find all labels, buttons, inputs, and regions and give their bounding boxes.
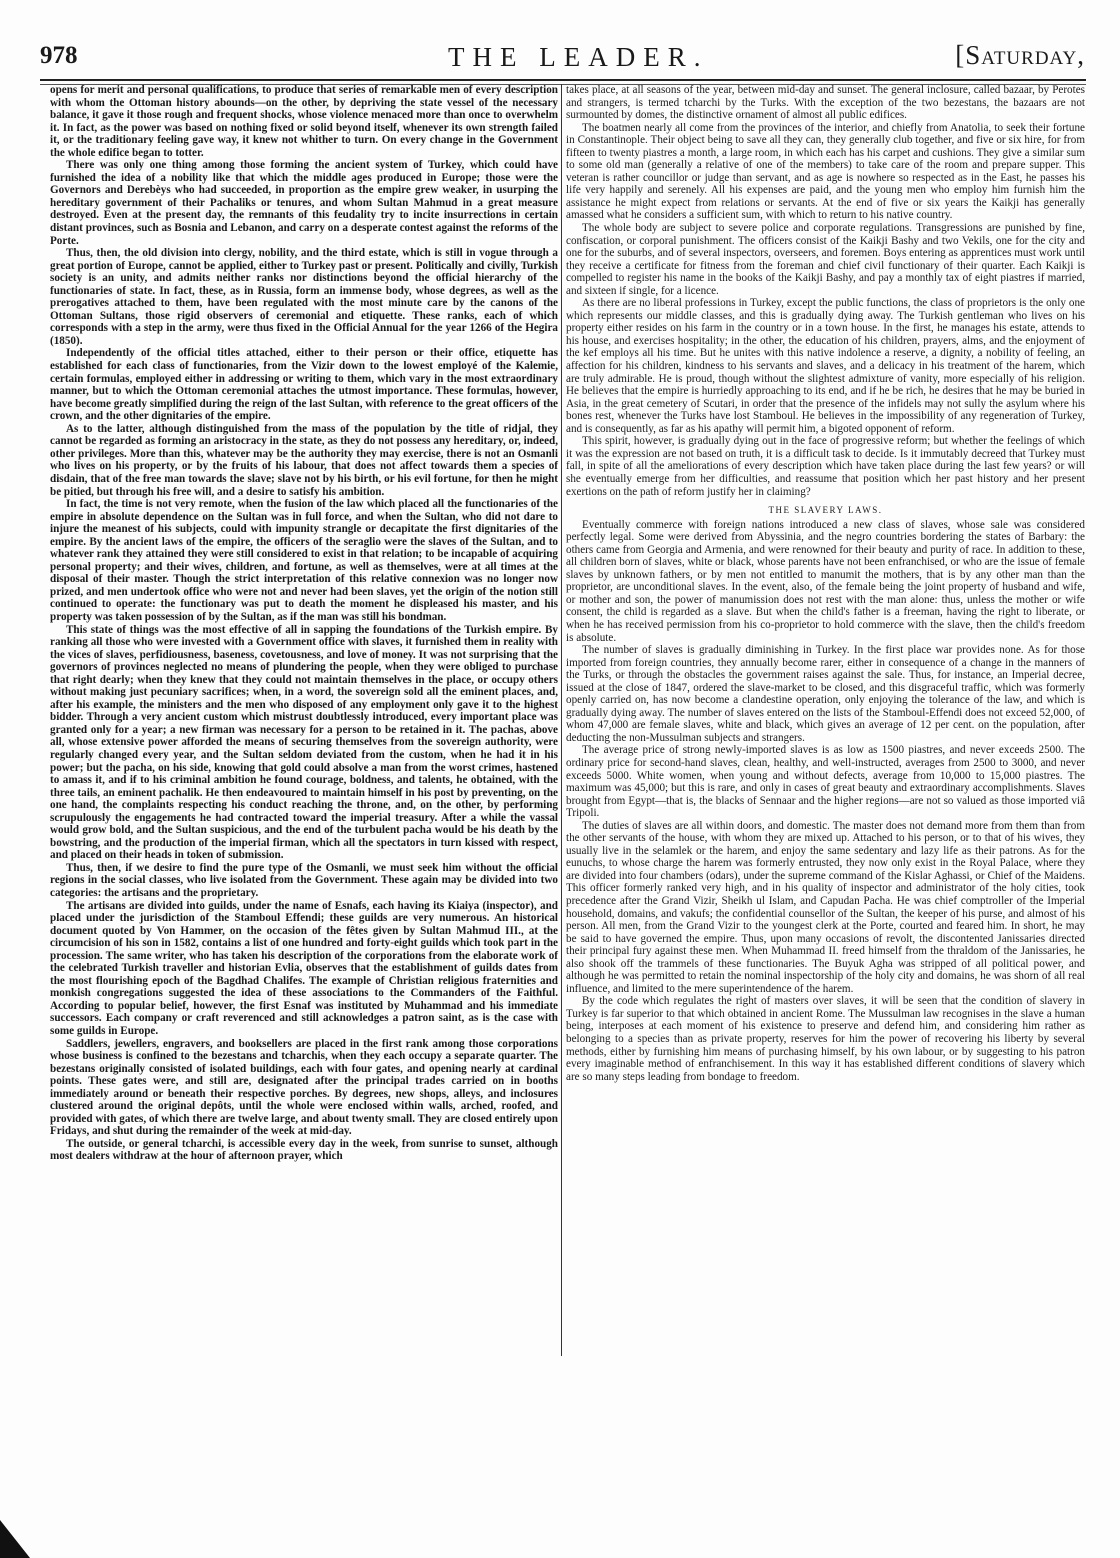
paragraph: As to the latter, although distinguished from the mass of the population by the title of ridjal, they cannot be regarded as forming an aristocracy in the state, as they do not possess any hereditary, or, indeed, other privileges. More than this, whatever may be the authority they may exercise, there is not an Osmanli who lives on his property, or by the fruits of his labour, that does not affect towards them a species of disdain, that of the free man towards the slave; slave not by his birth, or his evil fortune, for then he might be pitied, but through his free will, and a desire to satisfy his ambition.: [50, 422, 558, 498]
paragraph: Eventually commerce with foreign nations introduced a new class of slaves, whose sale was considered perfectly legal. Some were derived from Abyssinia, and the negro countries bordering the states of Barbary: the others came from Georgia and Armenia, and were renowned for their beauty and purity of race. In addition to these, all children born of slaves, white or black, whose parents have not been enfranchised, or who are the issue of female slaves by unknown fathers, or by men not entitled to manumit the mothers, that is by any other man than the proprietor, are unconditional slaves. In the event, also, of the female being the joint property of husband and wife, or mother and son, the power of manumission does not rest with the man alone: thus, unless the mother or wife consent, the child is regarded as a slave. But when the child's father is a freeman, having the right to liberate, or when he has received permission from his co-proprietor to hold commerce with the slave, then the child's freedom is absolute.: [566, 518, 1085, 644]
paragraph: The average price of strong newly-imported slaves is as low as 1500 piastres, and never exceeds 2500. The ordinary price for second-hand slaves, clean, healthy, and well-instructed, averages from 2500 to 3000, and never exceeds 5000. White women, when young and without defects, average from 10,000 to 15,000 piastres. The maximum was 45,000; but this is rare, and only in cases of great beauty and extraordinary accomplishments. Slaves brought from Egypt—that is, the blacks of Sennaar and the higher regions—are not so valued as those imported viâ Tripoli.: [566, 744, 1085, 820]
paragraph: The number of slaves is gradually diminishing in Turkey. In the first place war provides none. As for those imported from foreign countries, they annually become rarer, either in consequence of a change in the manners of the Turks, or through the obstacles the government raises against the sale. Thus, for instance, an Imperial decree, issued at the close of 1847, ordered the slave-market to be closed, and this disgraceful traffic, which was formerly openly carried on, has now become a clandestine operation, only enjoying the tolerance of the law, and which is gradually dying away. The number of slaves entered on the lists of the Stamboul-Effendi does not exceed 52,000, of whom 47,000 are female slaves, white and black, which gives an average of 12 per cent. on the population, after deducting the non-Mussulman subjects and strangers.: [566, 644, 1085, 744]
paragraph: The boatmen nearly all come from the provinces of the interior, and chiefly from Anatolia, to seek their fortune in Constantinople. Their object being to save all they can, they generally club together, and five or six hire, for from fifteen to twenty piastres a month, a large room, in which each has his carpet and cushions. They give a similar sum to some old man (generally a relative of one of the members) to take care of the room and prepare supper. This veteran is rather councillor or judge than servant, and as age is nowhere so respected as in the East, he passes his life very happily and serenely. All his expenses are paid, and the young men who employ him furnish him the assistance he might expect from relations or servants. At the end of five or six years the Kaikji has generally amassed what he considers a sufficient sum, with which to return to his native country.: [566, 121, 1085, 222]
paragraph: Thus, then, the old division into clergy, nobility, and the third estate, which is still in vogue through a great portion of Europe, cannot be applied, either to Turkey past or present. Politically and civilly, Turkish society is an unity, and admits neither ranks nor distinctions beyond the official hierarchy of the functionaries of state. In fact, these, as in Russia, form an immense body, whose degrees, as well as the prerogatives attached to them, have been regulated with the most minute care by the canons of the Ottoman Sultans, those rigid observers of ceremonial and etiquette. These ranks, each of which corresponds with a step in the army, were thus fixed in the Official Annual for the year 1266 of the Hegira (1850).: [50, 247, 558, 347]
paragraph: The artisans are divided into guilds, under the name of Esnafs, each having its Kiaiya (inspector), and placed under the jurisdiction of the Stamboul Effendi; these guilds are very numerous. An historical document quoted by Von Hammer, on the occasion of the fêtes given by Sultan Mahmud III., at the circumcision of his son in 1582, contains a list of one hundred and forty-eight guilds which took part in the procession. The same writer, who has taken his description of the corporations from the elaborate work of the celebrated Turkish traveller and historian Evlia, observes that the establishment of guilds dates from the most flourishing epoch of the Bagdhad Chalifes. The example of Christian religious fraternities and monkish congregations suggested the idea of these associations to the Commanders of the Faithful. According to popular belief, however, the first Esnaf was instituted by Muhammad and his immediate successors. Each company or craft reverenced and still acknowledges a patron saint, as is the case with some guilds in Europe.: [50, 899, 558, 1038]
paragraph: Thus, then, if we desire to find the pure type of the Osmanli, we must seek him without the official regions in the social classes, who live isolated from the Government. These again may be divided into two categories: the artisans and the proprietary.: [50, 861, 558, 899]
paragraph: Independently of the official titles attached, either to their person or their office, etiquette has established for each class of functionaries, from the Vizir down to the lowest employé of the Kalemie, certain formulas, employed either in addressing or writing to them, which vary in the most extraordinary manner, but to which the Ottoman ceremonial attaches the utmost importance. These formulas, however, have become greatly simplified during the reign of the last Sultan, with reference to the great officers of the crown, and the other dignitaries of the empire.: [50, 347, 558, 423]
paragraph: The duties of slaves are all within doors, and domestic. The master does not demand more from them than from the other servants of the house, with whom they are mixed up. Attached to his person, or to that of his wives, they usually live in the selamlek or the harem, and enjoy the same sedentary and lazy life as their patrons. As for the eunuchs, to whose charge the harem was formerly entrusted, they now only exist in the Royal Palace, where they are divided into four chambers (odars), under the supreme command of the Kislar Aghassi, or Chief of the Maidens. This officer formerly ranked very high, and in his quality of inspector and administrator of the holy cities, took precedence after the Grand Vizir, Sheikh ul Islam, and Capudan Pacha. He was chief comptroller of the Imperial household, domains, and vakufs; the confidential counsellor of the Sultan, the keeper of his purse, and almost of his person. All men, from the Grand Vizir to the youngest clerk at the Porte, courted and feared him. In short, he may be said to have governed the empire. Thus, upon many occasions of revolt, the discontented Janissaries directed their principal fury against these men. When Muhammad II. freed himself from the thraldom of the Janissaries, he also shook off the trammels of these functionaries. The Buyuk Agha was stripped of all political power, and although he was permitted to retain the nominal inspectorship of the holy city and domains, he was shorn of all real influence, and limited to the mere superintendence of the harem.: [566, 819, 1085, 995]
left-column: [50, 84, 558, 1163]
paragraph: By the code which regulates the right of masters over slaves, it will be seen that the condition of slavery in Turkey is far superior to that which obtained in ancient Rome. The Mussulman law recognises in the slave a human being, interposes at each moment of his existence to preserve and defend him, and considering him rather as belonging to a species than as private property, reserves for him the power of recovering his liberty by several methods, either by furnishing him means of purchasing himself, by his own labour, or by suggesting to his patron every imaginable method of enfranchisement. In this way it has established different conditions of slavery which are so many steps leading from bondage to freedom.: [566, 995, 1085, 1083]
paragraph: The whole body are subject to severe police and corporate regulations. Transgressions are punished by fine, confiscation, or corporal punishment. The officers consist of the Kaikji Bashy and two Vekils, one for the city and one for the suburbs, and of several inspectors, overseers, and foremen. Boys entering as apprentices must work until they receive a certificate for fitness from the foreman and chief civil functionary of their quarter. Each Kaikji is compelled to register his name in the books of the Kaikji Bashy, and pay a monthly tax of eight piastres if married, and sixteen if single, for a licence.: [566, 222, 1085, 297]
issue-day: [Saturday,: [955, 40, 1085, 70]
paragraph: In fact, the time is not very remote, when the fusion of the law which placed all the functionaries of the empire in absolute dependence on the Sultan was in full force, and when the Sultan, who did not dare to injure the meanest of his subjects, could with impunity strangle or decapitate the first dignitaries of the empire. By the ancient laws of the empire, the officers of the seraglio were the slaves of the Sultan, and to whatever rank they attained they were still considered to exist in that relation; to be incapable of acquiring personal property; and their wives, children, and fortune, as well as themselves, were at all times at the disposal of their master. Though the strict interpretation of this relative connexion was no longer now prized, and men undertook office who were not and never had been slaves, yet the origin of the notion still continued to operate: the functionary was put to death the moment he displeased his master, and his property was taken possession of by the Sultan, as if the man was still his bondman.: [50, 498, 558, 623]
paragraph: Saddlers, jewellers, engravers, and booksellers are placed in the first rank among those corporations whose business is confined to the bezestans and tcharchis, when they each occupy a separate quarter. The bezestans originally consisted of isolated buildings, each with four gates, and opening nearly at cardinal points. These gates were, and still are, designated after the principal trades carried on in booths immediately around or beneath their respective porches. By degrees, new shops, alleys, and inclosures clustered around the original depôts, until the whole were enclosed within walls, arched, roofed, and provided with gates, of which there are twelve large, and about twenty small. They are closed entirely upon Fridays, and shut during the remainder of the week at mid-day.: [50, 1037, 558, 1138]
masthead: [40, 42, 1085, 72]
paragraph: This spirit, however, is gradually dying out in the face of progressive reform; but whether the feelings of which it was the expression are not based on truth, it is a difficult task to decide. Is it immutably decreed that Turkey must fall, in spite of all the ameliorations of every description which have taken place during the last few years? or will she eventually emerge from her difficulties, and reassume that position which her past history and her present exertions on the path of reform justify her in claiming?: [566, 435, 1085, 498]
paragraph: This state of things was the most effective of all in sapping the foundations of the Turkish empire. By ranking all those who were invested with a Government office with slaves, it furnished them in reality with the vices of slaves, perfidiousness, baseness, covetousness, and love of money. It was not surprising that the governors of provinces neglected no means of plundering the people, when they were obliged to purchase that right dearly; when they knew that they could not maintain themselves in the place, or occupy others without making just pecuniary sacrifices; when, in a word, the sovereign sold all the eminent places, and, after his example, the ministers and the men who disposed of any employment only gave it to the highest bidder. Through a very ancient custom which mistrust doubtlessly introduced, every important place was granted only for a year; a new firman was necessary for a person to be retained in it. The pachas, above all, whose extensive power afforded the means of securing themselves from the sovereign authority, were regularly changed every year, and the Sultan seldom deviated from the custom, when he had it in his power; but the pacha, on his side, knowing that gold could absolve a man from the worst crimes, hastened to amass it, and if to his criminal ambition he found courage, boldness, and talents, he obtained, with the three tails, an eminent pachalik. He then endeavoured to maintain himself in his post by preventing, on the one hand, the complaints respecting his conduct reaching the throne, and, on the other, by performing scrupulously the engagements he had contracted toward the imperial treasury. After a while the vassal would grow bold, and the Sultan suspicious, and the end of the turbulent pacha would be his death by the bowstring, and the production of the imperial firman, which all the spectators in turn kissed with respect, and placed on their heads in token of submission.: [50, 623, 558, 862]
newspaper-title: THE LEADER.: [448, 42, 709, 72]
page-number: 978: [40, 42, 78, 69]
scan-artifact: [0, 1520, 30, 1558]
paragraph: As there are no liberal professions in Turkey, except the public functions, the class of proprietors is the only one which represents our middle classes, and this is gradually dying away. The Turkish gentleman who lives on his property either resides on his farm in the country or in a town house. In the first, he manages his estate, attends to his house, and exercises hospitality; in the other, the education of his children, prayers, alms, and the enjoyment of the kef employs all his time. But he unites with this native indolence a reserve, a dignity, a nobility of feeling, an affection for his children, kindness to his servants and slaves, and a delicacy in his treatment of the harem, which are truly admirable. He is proud, though without the slightest admixture of vanity, more especially of his religion. He believes that the empire is hurriedly approaching to its end, and if he be rich, he desires that he may be buried in Asia, in the great cemetery of Scutari, in order that the presence of the infidels may not sully the asylum where his bones rest, whenever the Turks have lost Stamboul. He believes in the impossibility of any regeneration of Turkey, and is consequently, as far as his apathy will permit him, a bigoted opponent of reform.: [566, 297, 1085, 435]
paragraph: opens for merit and personal qualifications, to produce that series of remarkable men of every description with whom the Ottoman history abounds—on the other, by depriving the state vessel of the necessary balance, it gave it those rough and frequent shocks, whose violence menaced more than once to overwhelm it. In fact, as the power was based on nothing fixed or solid beyond itself, whenever its own strength failed it, or the traditionary feeling gave way, it knew not whither to turn. On every change in the Government the whole edifice began to totter.: [50, 84, 558, 159]
column-divider: [561, 84, 562, 1356]
right-column: [566, 84, 1085, 1083]
paragraph: takes place, at all seasons of the year, between mid-day and sunset. The general inclosure, called bazaar, by Perotes and strangers, is termed tcharchi by the Turks. With the exception of the two bezestans, the bazaars are not surmounted by domes, the distinctive ornament of almost all public edifices.: [566, 84, 1085, 122]
section-heading: THE SLAVERY LAWS.: [768, 505, 883, 516]
paragraph: The outside, or general tcharchi, is accessible every day in the week, from sunrise to sunset, although most dealers withdraw at the hour of afternoon prayer, which: [50, 1137, 558, 1163]
paragraph: There was only one thing among those forming the ancient system of Turkey, which could have furnished the idea of a nobility like that which the middle ages produced in Europe; those were the Governors and Derebèys who had succeeded, in proportion as the empire grew weaker, in usurping the hereditary government of their Pachaliks or tenures, and whom Sultan Mahmud in a great measure destroyed. Even at the present day, the remnants of this feudality try to incite insurrections in certain distant provinces, such as Bosnia and Lebanon, and carry on a desperate contest against the reforms of the Porte.: [50, 159, 558, 247]
